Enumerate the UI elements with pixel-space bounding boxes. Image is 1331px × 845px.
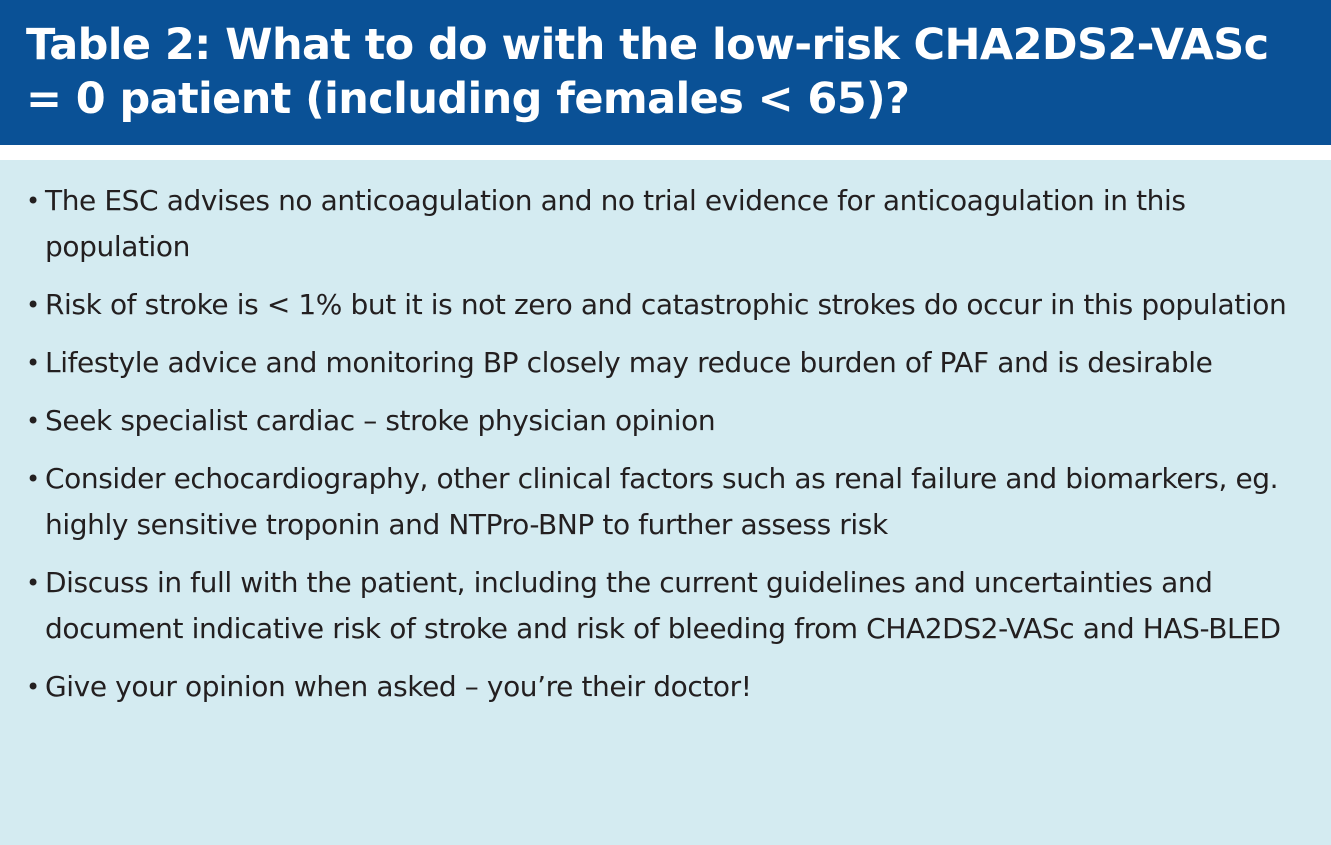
table-header [0,0,1331,145]
list-item-text: Risk of stroke is < 1% but it is not zero and catastrophic strokes do occur in this population [45,288,1287,321]
bullet-icon: • [26,673,40,701]
bullet-icon: • [26,465,40,493]
list-item-text: Consider echocardiography, other clinical factors such as renal failure and biomarkers, eg. highly sensitive troponin and NTPro-BNP to further assess risk [45,462,1279,541]
list-item-text: Discuss in full with the patient, including the current guidelines and uncertainties and document indicative risk of stroke and risk of bleeding from CHA2DS2-VASc and HAS-BLED [45,566,1281,645]
bullet-icon: • [26,569,40,597]
table-title: Table 2: What to do with the low-risk CHA2DS2-VASc = 0 patient (including females < 65)? [26,20,1269,124]
list-item-text: Give your opinion when asked – you’re their doctor! [45,670,752,703]
table-body [0,160,1331,845]
list-item-text: Seek specialist cardiac – stroke physician opinion [45,404,716,437]
list-item [26,456,1307,548]
bullet-icon: • [26,407,40,435]
list-item [26,398,1307,444]
bullet-icon: • [26,291,40,319]
list-item [26,178,1307,270]
list-item [26,282,1307,328]
bullet-icon: • [26,187,40,215]
recommendation-list [26,178,1307,710]
list-item [26,340,1307,386]
list-item-text: Lifestyle advice and monitoring BP closely may reduce burden of PAF and is desirable [45,346,1213,379]
list-item-text: The ESC advises no anticoagulation and no trial evidence for anticoagulation in this population [45,184,1186,263]
list-item [26,560,1307,652]
list-item [26,664,1307,710]
bullet-icon: • [26,349,40,377]
